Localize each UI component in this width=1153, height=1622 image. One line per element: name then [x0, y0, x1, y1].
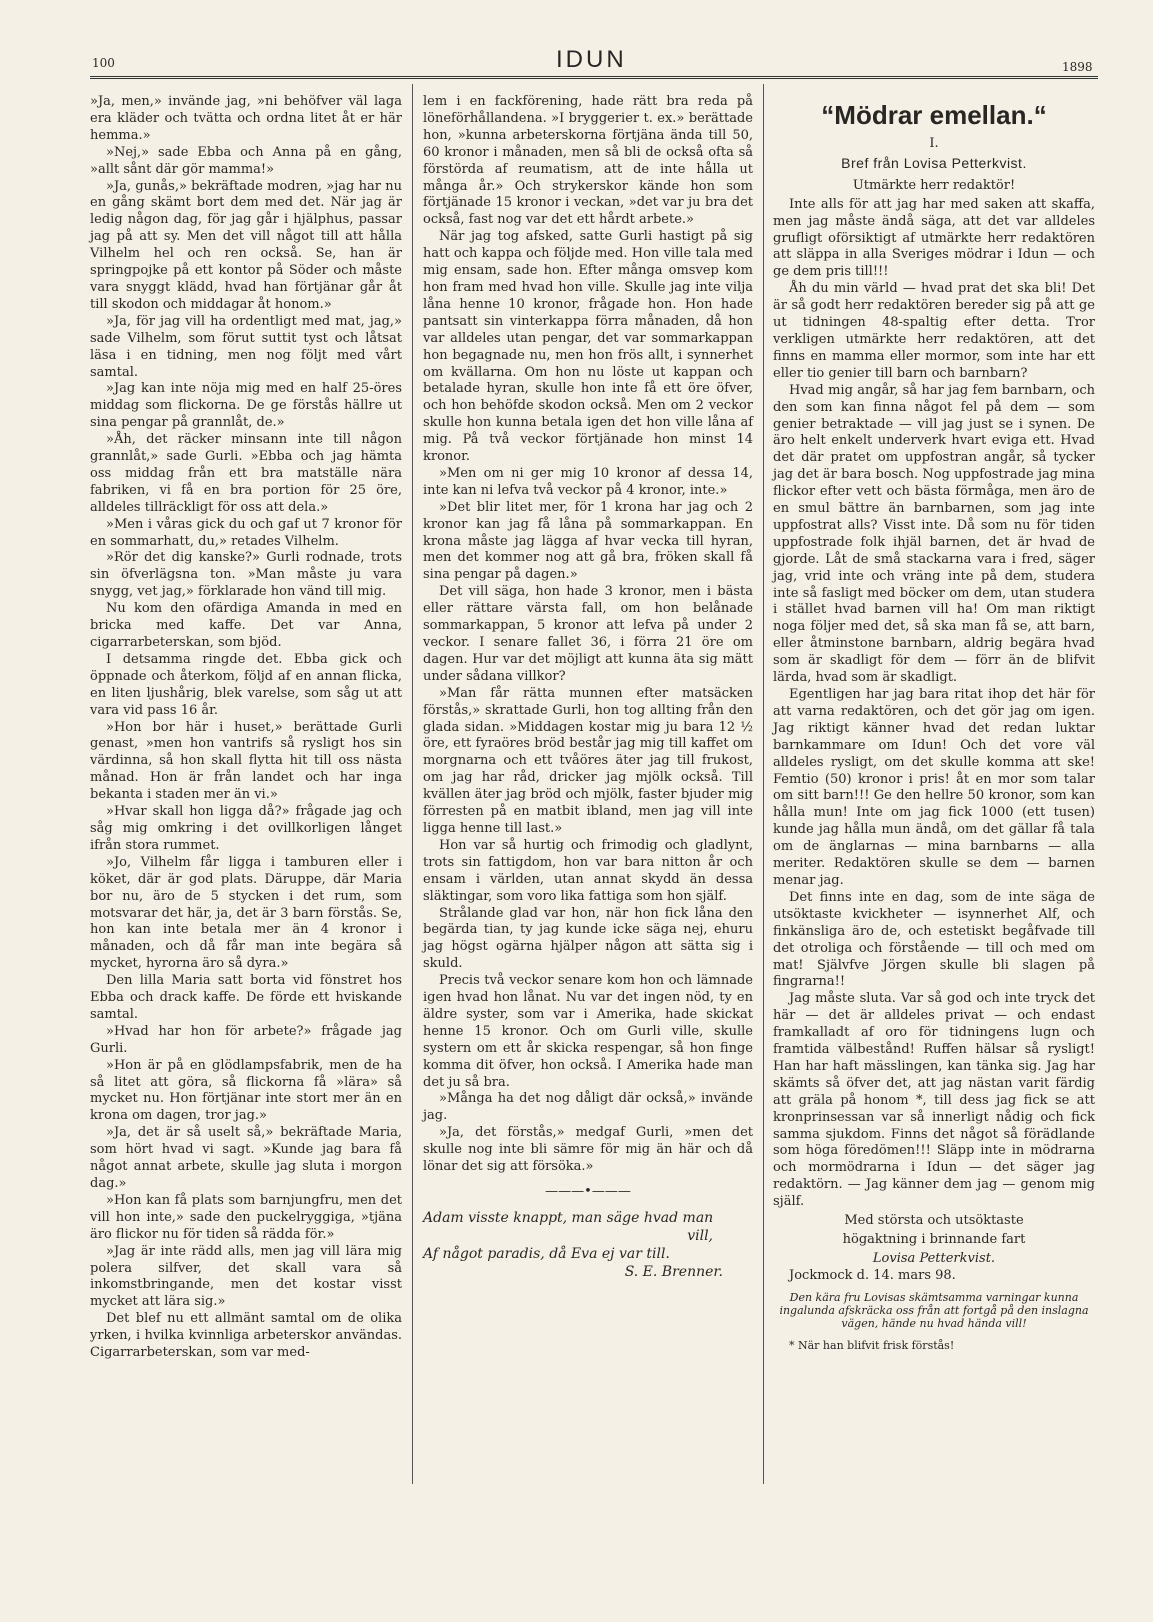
paragraph: »Ja, det är så uselt så,» bekräftade Maria, som hört hvad vi sagt. »Kunde jag bara få något annat arbete, skulle jag sluta i morgon dag.»: [90, 1125, 402, 1191]
paragraph: Hon var så hurtig och frimodig och gladlynt, trots sin fattigdom, hon var bara nitton år och ensam i världen, utan annat skydd än dessa släktingar, som voro lika fattiga som hon själf.: [423, 837, 753, 904]
paragraph: När jag tog afsked, satte Gurli hastigt på sig hatt och kappa och följde med. Hon ville tala med mig ensam, sade hon. Efter många omsvep kom hon fram med hvad hon ville. Skulle jag inte vilja låna henne 10 kronor, frågade hon. Hon hade pantsatt sin vinterkappa förra månaden, då hon var alldeles utan pengar, det var sommarkappan hon begagnade nu, men hon frös allt, i synnerhet om kvällarna. Om hon nu löste ut kappan och betalade hyran, skulle hon inte få ett öre öfver, och hon behöfde skodon också. Men om 2 veckor skulle hon kunna betala igen det hon ville låna af mig. På två veckor förtjänade hon minst 14 kronor.: [423, 229, 753, 465]
closing-line: Med största och utsöktaste: [844, 1213, 1024, 1229]
column-divider: [412, 84, 413, 1484]
column-1: [90, 94, 402, 1362]
place-date: Jockmock d. 14. mars 98.: [789, 1267, 956, 1283]
paragraph: lem i en fackförening, hade rätt bra reda på löneförhållandena. »I bryggerier t. ex.» berättade hon, »kunna arbeterskorna förtjäna ända till 50, 60 kronor i månaden, men så bli de också ofta så förstörda af reumatism, att de inte hålla ut många år.» Och strykerskor kände hon som förtjänade 15 kronor i veckan, »det var ju bra det också, fast nog var det ett hårdt arbete.»: [423, 94, 753, 228]
closing-line: högaktning i brinnande fart: [842, 1232, 1026, 1247]
paragraph: »Ja, för jag vill ha ordentligt med mat, jag,» sade Vilhelm, som förut suttit tyst och låtsat läsa i en tidning, men nog följt med vårt samtal.: [90, 313, 402, 380]
paragraph: »Jag är inte rädd alls, men jag vill lära mig polera silfver, det skall vara så inkomstbringande, men det kostar visst mycket att lära sig.»: [90, 1243, 402, 1310]
paragraph: Egentligen har jag bara ritat ihop det här för att varna redaktören, och det gör jag om igen. Jag riktigt känner hvad det redan luktar barnkammare om Idun! Och det vore väl alldeles rysligt, om det skulle komma att ske! Femtio (50) kronor i pris! åt en mor som talar om sitt barn!!! Ge den hellre 50 kronor, som kan hålla mun! Inte om jag fick 1000 (ett tusen) kunde jag hålla mun ändå, om det gällar få tala om de änglarnas — mina barnbarns — alla meriter. Redaktören skulle se dem — barnen menar jag.: [773, 687, 1095, 888]
part-number: I.: [929, 136, 939, 151]
paragraph: »Hon bor här i huset,» berättade Gurli genast, »men hon vantrifs så rysligt hos sin värdinna, så hon skall flytta hit till oss nästa månad. Hon är från landet och har inga bekanta i staden mer än vi.»: [90, 719, 402, 803]
paragraph: »Men i våras gick du och gaf ut 7 kronor för en sommarhatt, du,» retades Vilhelm.: [90, 516, 402, 549]
paragraph: Strålande glad var hon, när hon fick låna den begärda tian, ty jag kunde icke säga nej, ehuru jag högst ogärna hjälper någon att sätta sig i skuld.: [423, 905, 753, 972]
year: 1898: [1062, 60, 1093, 74]
article-title: “Mödrar emellan.“: [821, 100, 1047, 130]
paragraph: I detsamma ringde det. Ebba gick och öppnade och återkom, följd af en annan flicka, en liten ljushårig, blek varelse, som såg ut att vara vid pass 16 år.: [90, 651, 402, 718]
paragraph: Det blef nu ett allmänt samtal om de olika yrken, i hvilka kvinnliga arbeterskor användas. Cigarrarbeterskan, som var med-: [90, 1311, 402, 1361]
paragraph: »Ja, gunås,» bekräftade modren, »jag har nu en gång skämt bort dem med det. När jag är ledig någon dag, för jag går i hjälphus, passar jag på att sy. Men det vill något till att hålla Vilhelm hel och ren också. Se, han är springpojke på ett kontor på Söder och måste vara snyggt klädd, hvad han förtjänar går åt till skodon och middagar åt honom.»: [90, 178, 402, 312]
paragraph: Jag måste sluta. Var så god och inte tryck det här — det är alldeles privat — och endast framkalladt af oro för tidningens lugn och framtida välbestånd! Ruffen hälsar så rysligt! Han har haft mässlingen, kan tänka sig. Jag har skämts så öfver det, att jag nästan varit färdig att gräla på honom *, till dess jag fick se att kronprinsessan var så innerligt nådig och fick samma sjukdom. Finns det något så förädlande som höga föredömen!!! Släpp inte in mödrarna och mormödrarna i Idun — det säger jag redaktörn. — Jag känner dem jag — genom mig själf.: [773, 991, 1095, 1210]
paragraph: »Jo, Vilhelm får ligga i tamburen eller i köket, där är god plats. Däruppe, där Maria bor nu, äro de 5 stycken i det rum, som motsvarar det här, ja, det är 3 barn förstås. Se, hon kan inte betala mer än 4 kronor i månaden, och då får man inte begära så mycket, hyrorna äro så dyra.»: [90, 854, 402, 972]
paragraph: Den lilla Maria satt borta vid fönstret hos Ebba och drack kaffe. De förde ett hviskande samtal.: [90, 973, 402, 1022]
poem: [423, 1209, 753, 1281]
paragraph: Inte alls för att jag har med saken att skaffa, men jag måste ändå säga, att det var alldeles grufligt oförsiktigt af utmärkte herr redaktören att släppa in alla Sveriges mödrar i Idun — och ge dem pris till!!!: [773, 196, 1095, 280]
footnote: * När han blifvit frisk förstås!: [789, 1338, 955, 1352]
paragraph: »Det blir litet mer, för 1 krona har jag och 2 kronor kan jag få låna på sommarkappan. En krona måste jag lägga af hvar vecka till hyran, men det kommer nog att gå bra, fröken skall få sina pengar på dagen.»: [423, 499, 753, 583]
paragraph: Det finns inte en dag, som de inte säga de utsöktaste kvickheter — isynnerhet Alf, och finkänsliga äro de, och estetiskt begåfvade till det otroliga och förstående — till och med om mat! Självfve Jörgen skulle bli slagen på fingrarna!!: [773, 889, 1095, 990]
separator: ———•———: [545, 1184, 631, 1199]
paragraph: »Ja, men,» invände jag, »ni behöfver väl laga era kläder och tvätta och ordna litet åt er här hemma.»: [90, 94, 402, 143]
signature: Lovisa Petterkvist.: [872, 1250, 996, 1266]
paragraph: »Jag kan inte nöja mig med en half 25-öres middag som flickorna. De ge förstås hällre ut sina pengar på grannlåt, de.»: [90, 381, 402, 431]
paragraph: »Åh, det räcker minsann inte till någon grannlåt,» sade Gurli. »Ebba och jag hämta oss middag från ett bra matställe nära fabriken, vi få en bra portion för 25 öre, alldeles tillräckligt för oss att dela.»: [90, 432, 402, 515]
paragraph: Hvad mig angår, så har jag fem barnbarn, och den som kan finna något fel på dem — som genier betraktade — vill jag just se i synen. De äro helt enkelt underverk hvart eviga ett. Hvad det där pratet om uppfostran angår, så tycker jag det är bara bosch. Nog uppfostrade jag mina flickor efter vett och bästa förmåga, men äro de en smul bättre än barnbarnen, som jag inte uppfostrat alls? Visst inte. Då som nu för tiden uppfostrade folk ihjäl barnen, det är hvad de gjorde. Låt de små stackarna vara i fred, säger jag, vrid inte och vräng inte på dem, studera inte så fasligt med böcker om dem, utan studera i stället hvad barnen vill ha! Om man riktigt noga följer med det, så ska man få se, att barn, eller åtminstone barnbarn, aldrig begära hvad som är skadligt för dem — förr än de blifvit lärda, hvad som är skadligt.: [773, 382, 1095, 686]
poem-line: Adam visste knappt, man säge hvad man: [423, 1209, 714, 1226]
paragraph: »Man får rätta munnen efter matsäcken förstås,» skrattade Gurli, hon tog allting från den glada sidan. »Middagen kostar mig ju bara 12 ½ öre, ett fyraöres bröd består jag mig till kaffet om morgnarna och ett tvåöres äter jag till frukost, om jag har råd, dricker jag mjölk också. Till kvällen äter jag bröd och mjölk, faster bjuder mig förresten på en matbit ibland, men jag vill inte ligga henne till last.»: [423, 685, 753, 836]
paragraph: »Rör det dig kanske?» Gurli rodnade, trots sin öfverlägsna ton. »Man måste ju vara snygg, vet jag,» förklarade hon vänd till mig.: [90, 550, 402, 600]
paragraph: Det vill säga, hon hade 3 kronor, men i bästa eller rättare värsta fall, om hon belånade sommarkappan, 5 kronor att lefva på under 2 veckor. I senare fallet 36, i förra 21 öre om dagen. Hur var det möjligt att kunna äta sig mätt under sådana villkor?: [423, 584, 753, 684]
poem-line: Af något paradis, då Eva ej var till.: [423, 1245, 670, 1262]
article-subtitle: Bref från Lovisa Petterkvist.: [841, 154, 1027, 171]
paragraph: »Hon kan få plats som barnjungfru, men det vill hon inte,» sade den puckelryggiga, »tjäna äro flickor nu för tiden så rädda för.»: [90, 1192, 402, 1242]
poem-author: S. E. Brenner.: [624, 1263, 723, 1280]
paragraph: Precis två veckor senare kom hon och lämnade igen hvad hon lånat. Nu var det ingen nöd, ty en äldre syster, som var i Amerika, hade skickat henne 15 kronor. Och om Gurli ville, skulle systern om ett år skicka respengar, så hon finge komma dit öfver, hon också. I Amerika hade man det ju så bra.: [423, 973, 753, 1090]
paragraph: »Ja, det förstås,» medgaf Gurli, »men det skulle nog inte bli sämre för mig än här och då lönar det sig att försöka.»: [423, 1125, 753, 1175]
paragraph: »Hvar skall hon ligga då?» frågade jag och såg mig omkring i det ovillkorligen långet ifrån stora rummet.: [90, 804, 402, 853]
column-divider: [763, 84, 764, 1484]
column-2: [423, 94, 753, 1281]
poem-line-end: vill,: [687, 1227, 713, 1244]
paragraph: Nu kom den ofärdiga Amanda in med en bricka med kaffe. Det var Anna, cigarrarbeterskan, som bjöd.: [90, 601, 402, 650]
paragraph: »Många ha det nog dåligt där också,» invände jag.: [423, 1091, 753, 1124]
header-rule: [90, 76, 1098, 79]
magazine-title: IDUN: [556, 46, 627, 73]
paragraph: »Hvad har hon för arbete?» frågade jag Gurli.: [90, 1023, 402, 1056]
greeting: Utmärkte herr redaktör!: [852, 177, 1016, 193]
paragraph: »Nej,» sade Ebba och Anna på en gång, »allt sånt där gör mamma!»: [90, 144, 402, 177]
column-3: [773, 94, 1095, 1355]
paragraph: »Men om ni ger mig 10 kronor af dessa 14, inte kan ni lefva två veckor på 4 kronor, inte.»: [423, 465, 753, 498]
paragraph: »Hon är på en glödlampsfabrik, men de ha så litet att göra, så flickorna få »lära» så mycket nu. Hon förtjänar inte stort mer än en krona om dagen, tror jag.»: [90, 1057, 402, 1124]
paragraph: Åh du min värld — hvad prat det ska bli! Det är så godt herr redaktören bereder sig på att ge ut tidningen 48-spaltig efter detta. Tror verkligen utmärkte herr redaktören, att det finns en mamma eller mormor, som inte har ett eller tio genier till barn och barnbarn?: [773, 281, 1095, 381]
editor-note: Den kära fru Lovisas skämtsamma varningar kunna ingalunda afskräcka oss från att fortgå på den inslagna vägen, hände nu hvad hända vill!: [779, 1290, 1089, 1330]
page-number: 100: [92, 56, 115, 70]
